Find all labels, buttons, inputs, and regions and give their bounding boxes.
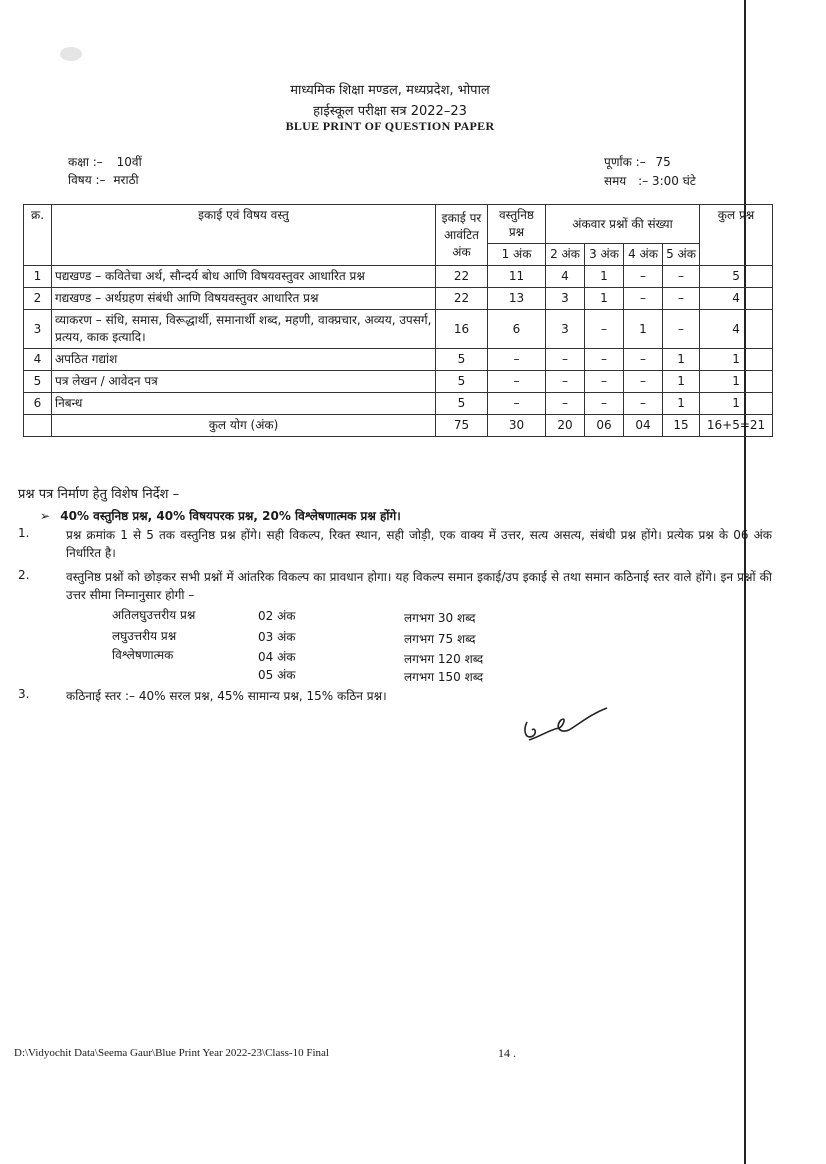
total-questions: 16+5=21 <box>700 415 773 437</box>
row-sno: 6 <box>24 393 52 415</box>
row-sno: 3 <box>24 310 52 349</box>
row-2-marks: 3 <box>546 288 585 310</box>
instruction-text: प्रश्न क्रमांक 1 से 5 तक वस्तुनिष्ठ प्रश्न होंगे। सही विकल्प, रिक्त स्थान, सही जोड़ी, एक वाक्य में उत्तर, सत्य असत्य, संबंधी प्रश्न होंगे। प्रत्येक प्रश्न के 06 अंक निर्धारित है। <box>66 528 772 560</box>
table-row <box>24 288 773 310</box>
row-2-marks: – <box>546 349 585 371</box>
instruction-text: कठिनाई स्तर :– 40% सरल प्रश्न, 45% सामान्य प्रश्न, 15% कठिन प्रश्न। <box>66 689 387 703</box>
document-title: BLUE PRINT OF QUESTION PAPER <box>285 119 495 133</box>
row-5-marks: – <box>663 310 700 349</box>
header-unit: इकाई एवं विषय वस्तु <box>52 205 436 266</box>
row-5-marks: 1 <box>663 371 700 393</box>
row-marks: 5 <box>436 393 488 415</box>
header-total-questions: कुल प्रश्न <box>700 205 773 266</box>
max-marks-label: पूर्णांक :– <box>604 155 646 169</box>
header-unit-marks: इकाई पर आवंटित अंक <box>436 205 488 266</box>
class-label: कक्षा :– <box>68 155 103 169</box>
row-2-marks: – <box>546 393 585 415</box>
max-marks-value: 75 <box>655 155 671 169</box>
row-objective: 11 <box>488 266 546 288</box>
row-sno: 5 <box>24 371 52 393</box>
limit-type: विश्लेषणात्मक <box>112 648 174 662</box>
header-one-mark: 1 अंक <box>488 244 546 266</box>
header-two-marks: 2 अंक <box>546 244 585 266</box>
row-objective: – <box>488 393 546 415</box>
instruction-text: वस्तुनिष्ठ प्रश्नों को छोड़कर सभी प्रश्नों में आंतरिक विकल्प का प्रावधान होगा। यह विकल्प समान इकाई/उप इकाई से तथा समान कठिनाई स्तर वाले होंगे। इन प्रश्नों की उत्तर सीमा निम्नानुसार होगी – <box>66 570 772 602</box>
row-objective: 13 <box>488 288 546 310</box>
total-5-marks: 15 <box>663 415 700 437</box>
row-unit: निबन्ध <box>52 393 436 415</box>
row-3-marks: – <box>585 349 624 371</box>
row-total: 1 <box>700 371 773 393</box>
total-4-marks: 04 <box>624 415 663 437</box>
header-five-marks: 5 अंक <box>663 244 700 266</box>
row-marks: 22 <box>436 266 488 288</box>
total-label: कुल योग (अंक) <box>52 415 436 437</box>
instruction-number: 3. <box>18 687 30 701</box>
row-3-marks: 1 <box>585 266 624 288</box>
row-marks: 22 <box>436 288 488 310</box>
row-total: 5 <box>700 266 773 288</box>
row-sno: 4 <box>24 349 52 371</box>
row-sno: 2 <box>24 288 52 310</box>
limit-type: अतिलघुउत्तरीय प्रश्न <box>112 608 196 622</box>
row-objective: – <box>488 349 546 371</box>
table-row <box>24 371 773 393</box>
limit-marks: 03 अंक <box>258 630 296 644</box>
row-3-marks: – <box>585 310 624 349</box>
total-2-marks: 20 <box>546 415 585 437</box>
row-4-marks: – <box>624 393 663 415</box>
row-unit: पत्र लेखन / आवेदन पत्र <box>52 371 436 393</box>
row-4-marks: – <box>624 371 663 393</box>
row-objective: – <box>488 371 546 393</box>
header-three-marks: 3 अंक <box>585 244 624 266</box>
subject-value: मराठी <box>113 173 139 187</box>
row-5-marks: 1 <box>663 349 700 371</box>
row-2-marks: 4 <box>546 266 585 288</box>
scan-smudge <box>60 47 82 61</box>
page-number: 14 . <box>498 1046 516 1060</box>
row-5-marks: – <box>663 288 700 310</box>
row-total: 1 <box>700 349 773 371</box>
time-info <box>604 172 696 189</box>
total-3-marks: 06 <box>585 415 624 437</box>
limit-words: लगभग 75 शब्द <box>404 632 476 646</box>
limit-words: लगभग 120 शब्द <box>404 652 484 666</box>
row-total: 4 <box>700 288 773 310</box>
limit-words: लगभग 30 शब्द <box>404 611 476 625</box>
row-3-marks: – <box>585 393 624 415</box>
header-objective: वस्तुनिष्ठ प्रश्न <box>488 205 546 244</box>
board-name: माध्यमिक शिक्षा मण्डल, मध्यप्रदेश, भोपाल <box>290 83 490 98</box>
row-marks: 16 <box>436 310 488 349</box>
row-objective: 6 <box>488 310 546 349</box>
row-3-marks: – <box>585 371 624 393</box>
class-info <box>68 153 142 170</box>
table-row <box>24 393 773 415</box>
row-2-marks: – <box>546 371 585 393</box>
table-row <box>24 266 773 288</box>
limit-words: लगभग 150 शब्द <box>404 670 484 684</box>
file-path: D:\Vidyochit Data\Seema Gaur\Blue Print Year 2022-23\Class-10 Final <box>14 1047 329 1059</box>
row-5-marks: – <box>663 266 700 288</box>
instruction-number: 1. <box>18 526 30 540</box>
time-value: :– 3:00 घंटे <box>638 174 696 188</box>
row-total: 4 <box>700 310 773 349</box>
bullet-text: 40% वस्तुनिष्ठ प्रश्न, 40% विषयपरक प्रश्न, 20% विश्लेषणात्मक प्रश्न होंगे। <box>60 509 401 523</box>
exam-session: हाईस्कूल परीक्षा सत्र 2022–23 <box>313 104 467 119</box>
total-marks: 75 <box>436 415 488 437</box>
class-value: 10वीं <box>116 155 142 169</box>
limit-marks: 04 अंक <box>258 650 296 664</box>
table-header-row <box>24 205 773 244</box>
total-objective: 30 <box>488 415 546 437</box>
handwritten-signature <box>515 700 615 750</box>
row-unit: व्याकरण – संधि, समास, विरूद्धार्थी, समानार्थी शब्द, महणी, वाक्प्रचार, अव्यय, उपसर्ग, प्रत्यय, काक इत्यादि। <box>52 310 436 349</box>
row-2-marks: 3 <box>546 310 585 349</box>
subject-info <box>68 171 139 188</box>
table-row <box>24 349 773 371</box>
row-marks: 5 <box>436 349 488 371</box>
header-four-marks: 4 अंक <box>624 244 663 266</box>
table-row <box>24 310 773 349</box>
max-marks-info <box>604 153 671 170</box>
row-4-marks: 1 <box>624 310 663 349</box>
row-unit: अपठित गद्यांश <box>52 349 436 371</box>
blueprint-table <box>23 204 773 437</box>
table-total-row <box>24 415 773 437</box>
row-4-marks: – <box>624 349 663 371</box>
row-unit: गद्यखण्ड – अर्थग्रहण संबंधी आणि विषयवस्तुवर आधारित प्रश्न <box>52 288 436 310</box>
bullet-item <box>40 507 401 524</box>
limit-marks: 05 अंक <box>258 668 296 682</box>
row-total: 1 <box>700 393 773 415</box>
instructions-title: प्रश्न पत्र निर्माण हेतु विशेष निर्देश – <box>18 487 180 502</box>
row-4-marks: – <box>624 266 663 288</box>
time-label: समय <box>604 174 627 188</box>
limit-type: लघुउत्तरीय प्रश्न <box>112 629 177 643</box>
limit-marks: 02 अंक <box>258 609 296 623</box>
row-sno: 1 <box>24 266 52 288</box>
row-3-marks: 1 <box>585 288 624 310</box>
header-markwise: अंकवार प्रश्नों की संख्या <box>546 205 700 244</box>
row-marks: 5 <box>436 371 488 393</box>
header-sno: क्र. <box>24 205 52 266</box>
total-sno-empty <box>24 415 52 437</box>
row-4-marks: – <box>624 288 663 310</box>
subject-label: विषय :– <box>68 173 106 187</box>
row-unit: पद्यखण्ड – कवितेचा अर्थ, सौन्दर्य बोध आणि विषयवस्तुवर आधारित प्रश्न <box>52 266 436 288</box>
row-5-marks: 1 <box>663 393 700 415</box>
arrow-bullet-icon: ➢ <box>40 509 51 523</box>
instruction-number: 2. <box>18 568 30 582</box>
